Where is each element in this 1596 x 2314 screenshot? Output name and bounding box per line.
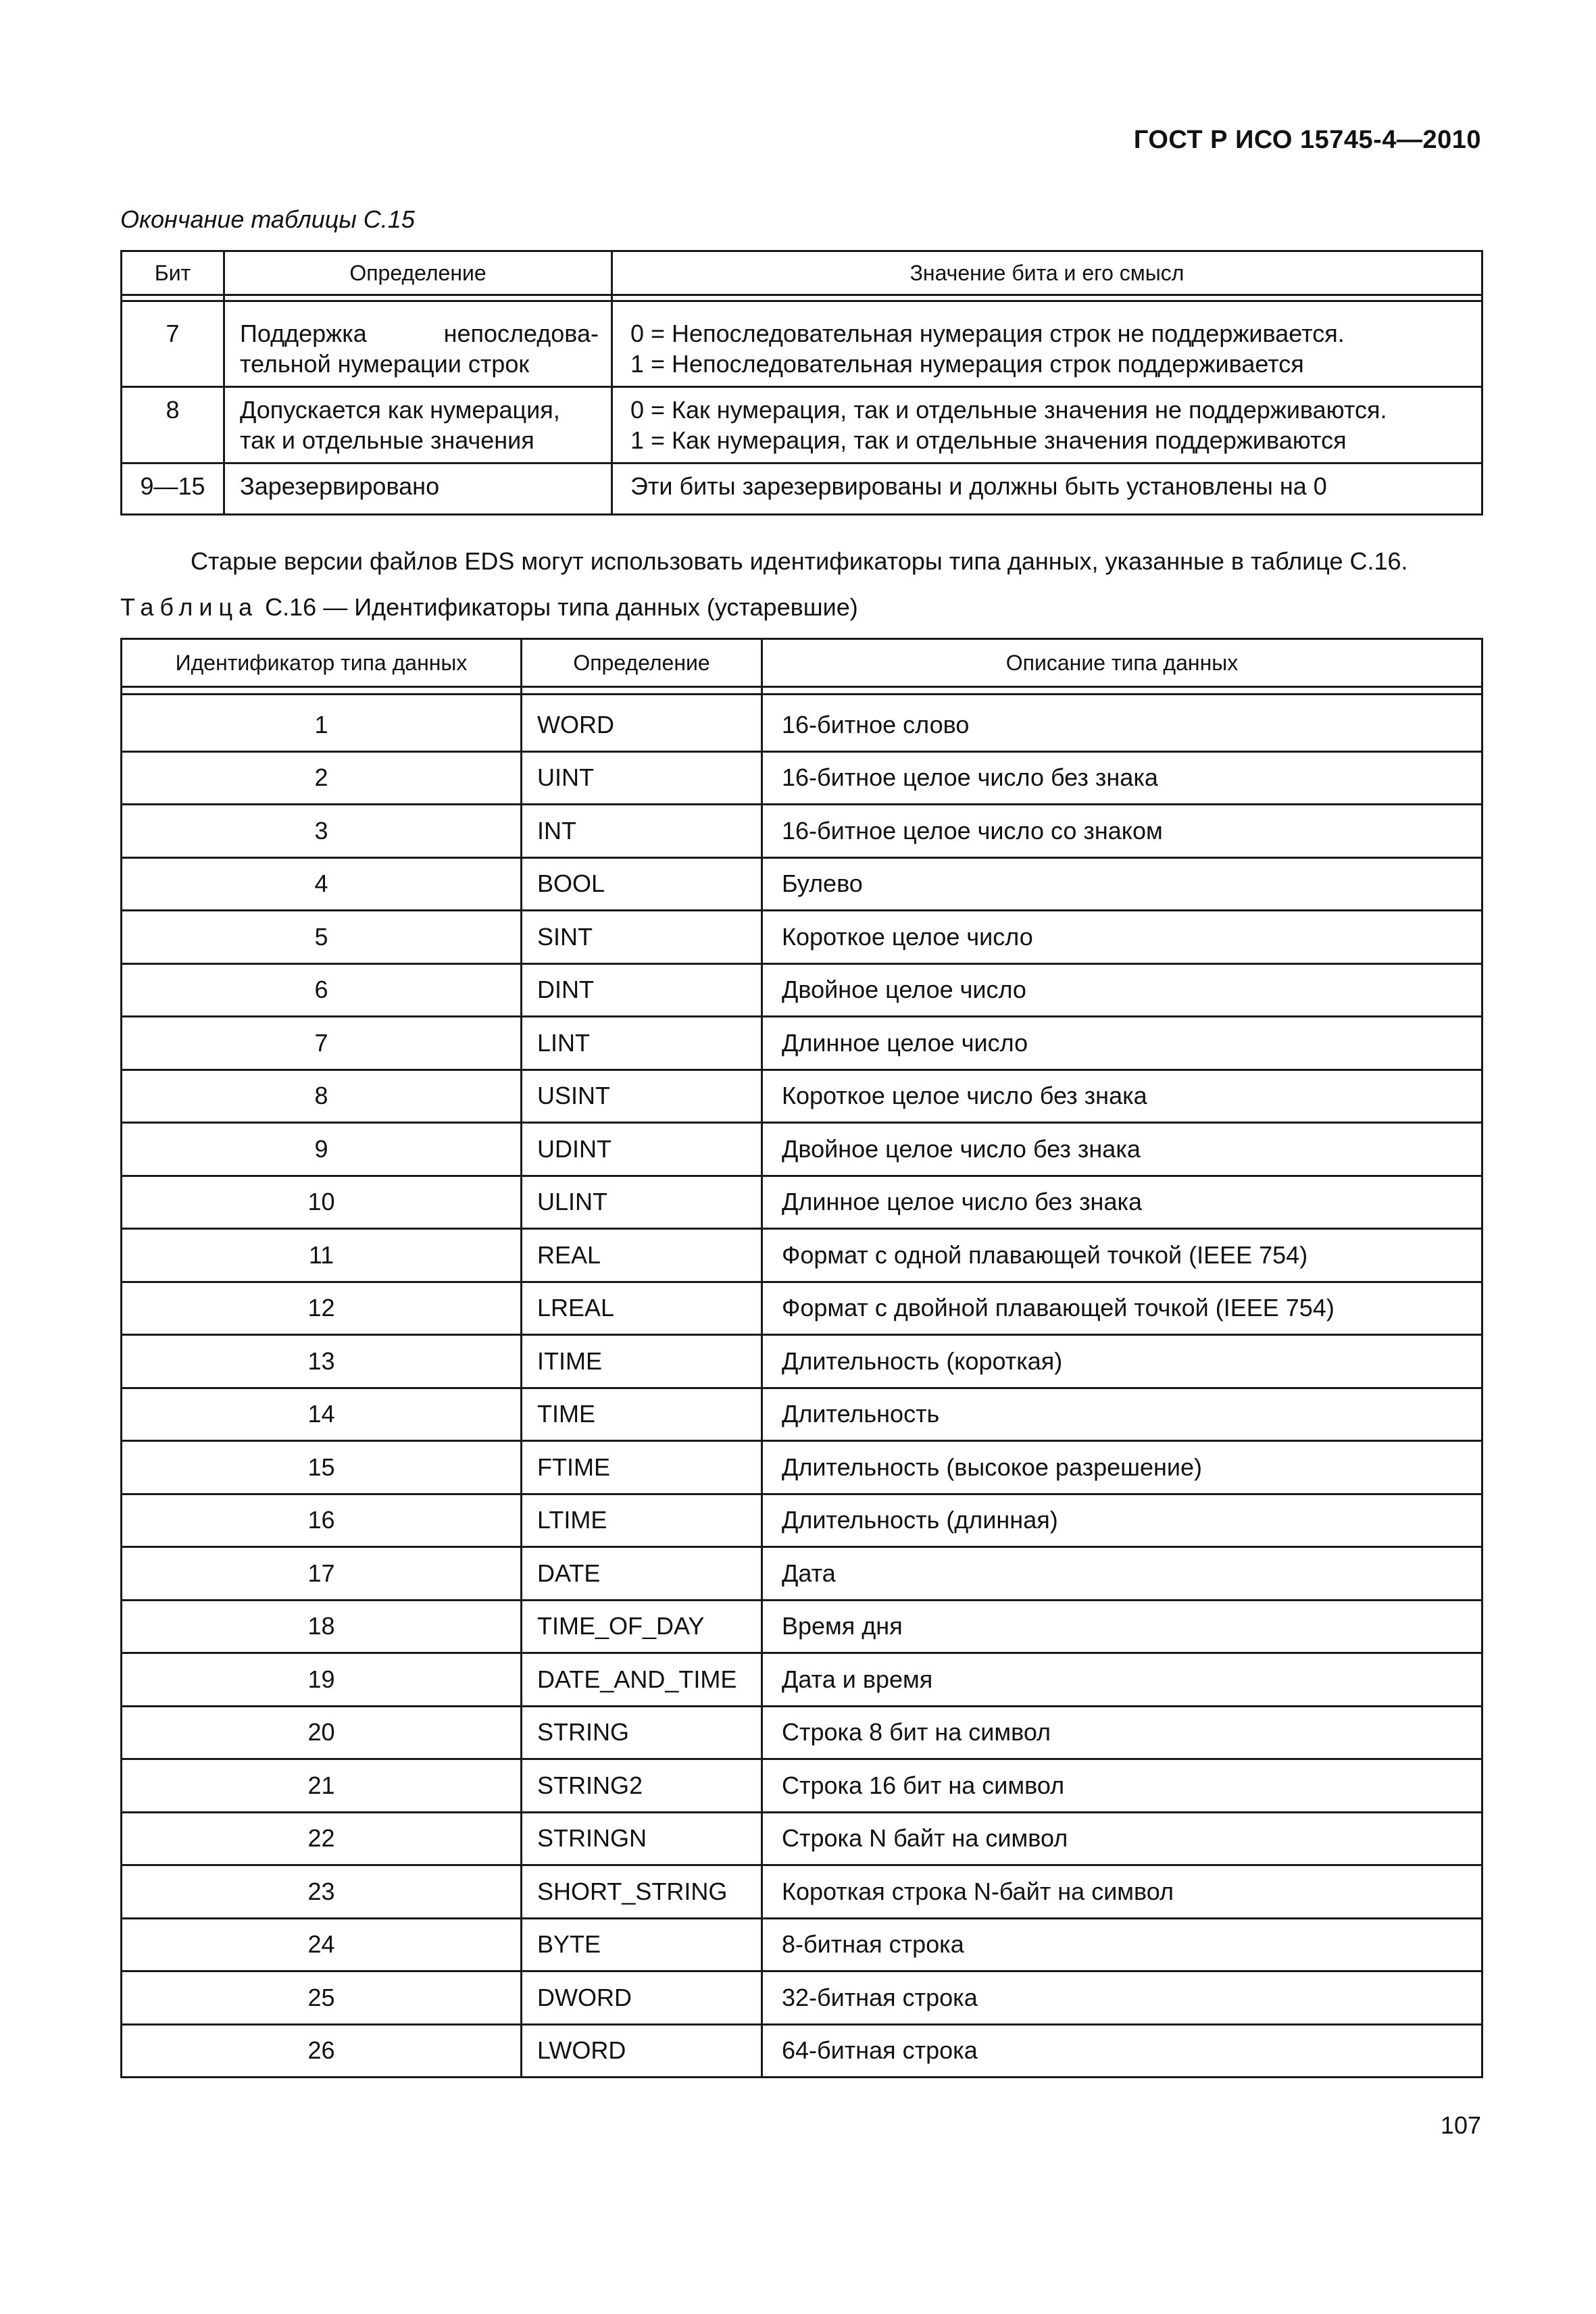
type-id-cell: 16: [122, 1494, 522, 1547]
table-row: [122, 1388, 1482, 1441]
type-description-cell: Длительность (короткая): [762, 1335, 1482, 1388]
table-row: [122, 1971, 1482, 2025]
type-name-cell: TIME_OF_DAY: [522, 1600, 762, 1653]
type-id-cell: 26: [122, 2024, 522, 2078]
table-row: [122, 1123, 1482, 1176]
type-name-cell: UINT: [522, 751, 762, 805]
definition-text: тельной нумерации строк: [240, 350, 530, 378]
table-row: [122, 1335, 1482, 1388]
table-row: [122, 1812, 1482, 1865]
type-name-cell: ULINT: [522, 1176, 762, 1229]
type-id-cell: 18: [122, 1600, 522, 1653]
table-row: [122, 1282, 1482, 1335]
type-id-cell: 4: [122, 857, 522, 911]
definition-text: так и отдельные значения: [240, 426, 534, 454]
table-title: С.16 — Идентификаторы типа данных (устаревшие): [258, 593, 858, 621]
type-name-cell: UDINT: [522, 1123, 762, 1176]
type-id-cell: 22: [122, 1812, 522, 1865]
type-name-cell: LTIME: [522, 1494, 762, 1547]
definition-text: Поддержка: [240, 320, 367, 347]
type-id-cell: 10: [122, 1176, 522, 1229]
bit-cell: 8: [122, 387, 224, 463]
table-row: [122, 387, 1482, 463]
type-id-cell: 19: [122, 1653, 522, 1707]
table-c15-caption: Окончание таблицы С.15: [120, 205, 415, 233]
type-description-cell: Длительность (высокое разрешение): [762, 1441, 1482, 1494]
type-description-cell: 16-битное целое число со знаком: [762, 805, 1482, 858]
table-row: [122, 1229, 1482, 1282]
table-row: [122, 805, 1482, 858]
type-description-cell: 16-битное слово: [762, 695, 1482, 752]
type-name-cell: LWORD: [522, 2024, 762, 2078]
type-id-cell: 13: [122, 1335, 522, 1388]
bit-cell: 9—15: [122, 463, 224, 515]
type-description-cell: Короткое целое число: [762, 911, 1482, 964]
type-description-cell: Короткая строка N-байт на символ: [762, 1865, 1482, 1919]
type-name-cell: SINT: [522, 911, 762, 964]
table-row: [122, 301, 1482, 387]
type-id-cell: 8: [122, 1070, 522, 1123]
type-id-cell: 20: [122, 1706, 522, 1759]
type-name-cell: LINT: [522, 1017, 762, 1070]
type-name-cell: USINT: [522, 1070, 762, 1123]
type-name-cell: DATE: [522, 1547, 762, 1601]
meaning-text: 1 = Как нумерация, так и отдельные значения поддерживаются: [630, 426, 1347, 454]
type-description-cell: 64-битная строка: [762, 2024, 1482, 2078]
body-paragraph: Старые версии файлов EDS могут использовать идентификаторы типа данных, указанные в таблице С.16.: [191, 547, 1408, 575]
table-row: [122, 1600, 1482, 1653]
table-row: [122, 463, 1482, 515]
type-name-cell: STRING2: [522, 1759, 762, 1813]
type-description-cell: Длительность: [762, 1388, 1482, 1441]
table-row: [122, 963, 1482, 1017]
header-separator: [122, 687, 1482, 695]
table-row: [122, 695, 1482, 752]
definition-text: Допускается как нумерация,: [240, 396, 560, 424]
table-row: [122, 1070, 1482, 1123]
table-row: [122, 1918, 1482, 1971]
type-name-cell: STRINGN: [522, 1812, 762, 1865]
type-name-cell: DATE_AND_TIME: [522, 1653, 762, 1707]
meaning-text: 0 = Как нумерация, так и отдельные значения не поддерживаются.: [630, 396, 1387, 424]
definition-cell: Зарезервировано: [224, 463, 612, 515]
type-id-cell: 1: [122, 695, 522, 752]
type-name-cell: SHORT_STRING: [522, 1865, 762, 1919]
table-row: [122, 1017, 1482, 1070]
type-id-cell: 17: [122, 1547, 522, 1601]
definition-text: непоследова-: [443, 320, 599, 347]
type-description-cell: Строка 16 бит на символ: [762, 1759, 1482, 1813]
type-description-cell: 16-битное целое число без знака: [762, 751, 1482, 805]
table-header-row: [122, 251, 1482, 295]
definition-cell: [224, 301, 612, 387]
header-type-id: Идентификатор типа данных: [122, 639, 522, 687]
meaning-cell: Эти биты зарезервированы и должны быть установлены на 0: [612, 463, 1482, 515]
type-id-cell: 7: [122, 1017, 522, 1070]
type-name-cell: BYTE: [522, 1918, 762, 1971]
table-row: [122, 1865, 1482, 1919]
table-row: [122, 2024, 1482, 2078]
type-description-cell: Короткое целое число без знака: [762, 1070, 1482, 1123]
type-name-cell: INT: [522, 805, 762, 858]
meaning-cell: [612, 301, 1482, 387]
table-row: [122, 911, 1482, 964]
table-c16-caption: [120, 593, 858, 622]
header-separator: [122, 295, 1482, 301]
definition-cell: [224, 387, 612, 463]
header-bit-meaning: Значение бита и его смысл: [612, 251, 1482, 295]
type-id-cell: 9: [122, 1123, 522, 1176]
standard-designation: ГОСТ Р ИСО 15745-4—2010: [1133, 126, 1481, 154]
type-name-cell: STRING: [522, 1706, 762, 1759]
meaning-text: 1 = Непоследовательная нумерация строк поддерживается: [630, 350, 1304, 378]
type-name-cell: DINT: [522, 963, 762, 1017]
type-description-cell: 32-битная строка: [762, 1971, 1482, 2025]
meaning-cell: [612, 387, 1482, 463]
type-name-cell: TIME: [522, 1388, 762, 1441]
table-row: [122, 1441, 1482, 1494]
type-description-cell: Булево: [762, 857, 1482, 911]
type-description-cell: 8-битная строка: [762, 1918, 1482, 1971]
type-id-cell: 21: [122, 1759, 522, 1813]
meaning-text: 0 = Непоследовательная нумерация строк не поддерживается.: [630, 320, 1345, 347]
table-header-row: [122, 639, 1482, 687]
type-description-cell: Строка N байт на символ: [762, 1812, 1482, 1865]
type-description-cell: Длинное целое число: [762, 1017, 1482, 1070]
table-row: [122, 1547, 1482, 1601]
header-definition: Определение: [224, 251, 612, 295]
bit-cell: 7: [122, 301, 224, 387]
table-row: [122, 1759, 1482, 1813]
type-id-cell: 14: [122, 1388, 522, 1441]
type-id-cell: 23: [122, 1865, 522, 1919]
table-c16: [120, 638, 1483, 2078]
table-row: [122, 751, 1482, 805]
type-name-cell: LREAL: [522, 1282, 762, 1335]
table-row: [122, 1653, 1482, 1707]
header-bit: Бит: [122, 251, 224, 295]
type-name-cell: REAL: [522, 1229, 762, 1282]
type-id-cell: 15: [122, 1441, 522, 1494]
type-description-cell: Двойное целое число без знака: [762, 1123, 1482, 1176]
type-description-cell: Двойное целое число: [762, 963, 1482, 1017]
type-description-cell: Дата и время: [762, 1653, 1482, 1707]
type-description-cell: Дата: [762, 1547, 1482, 1601]
type-description-cell: Строка 8 бит на символ: [762, 1706, 1482, 1759]
type-description-cell: Формат с двойной плавающей точкой (IEEE 754): [762, 1282, 1482, 1335]
table-c15: [120, 250, 1483, 515]
table-row: [122, 1494, 1482, 1547]
type-id-cell: 12: [122, 1282, 522, 1335]
type-id-cell: 3: [122, 805, 522, 858]
type-id-cell: 5: [122, 911, 522, 964]
type-name-cell: DWORD: [522, 1971, 762, 2025]
table-word: Таблица: [120, 593, 259, 621]
header-type-description: Описание типа данных: [762, 639, 1482, 687]
type-name-cell: FTIME: [522, 1441, 762, 1494]
type-id-cell: 24: [122, 1918, 522, 1971]
type-name-cell: BOOL: [522, 857, 762, 911]
table-row: [122, 1176, 1482, 1229]
type-name-cell: WORD: [522, 695, 762, 752]
type-id-cell: 2: [122, 751, 522, 805]
type-description-cell: Длинное целое число без знака: [762, 1176, 1482, 1229]
table-row: [122, 1706, 1482, 1759]
type-name-cell: ITIME: [522, 1335, 762, 1388]
type-description-cell: Длительность (длинная): [762, 1494, 1482, 1547]
type-description-cell: Время дня: [762, 1600, 1482, 1653]
page-number: 107: [1440, 2111, 1481, 2139]
type-id-cell: 25: [122, 1971, 522, 2025]
table-row: [122, 857, 1482, 911]
type-id-cell: 6: [122, 963, 522, 1017]
header-definition: Определение: [522, 639, 762, 687]
type-description-cell: Формат с одной плавающей точкой (IEEE 754): [762, 1229, 1482, 1282]
type-id-cell: 11: [122, 1229, 522, 1282]
